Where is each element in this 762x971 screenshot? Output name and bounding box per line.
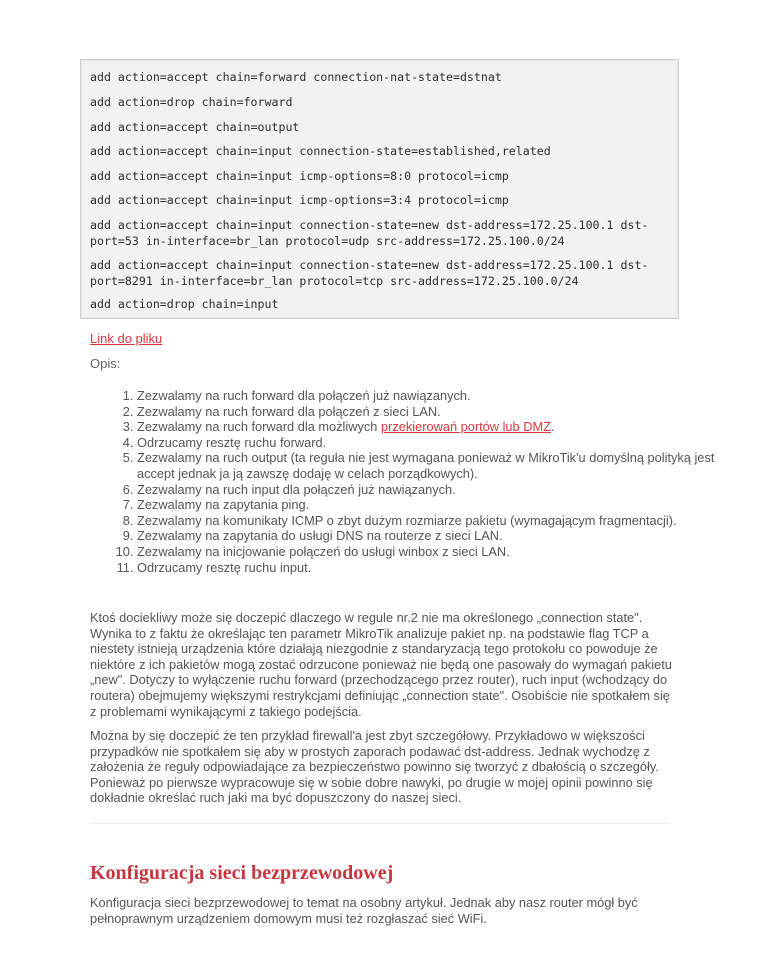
- list-item-tail: .: [550, 419, 555, 435]
- list-item: 11. Odrzucamy resztę ruchu input.: [137, 560, 722, 576]
- file-link[interactable]: Link do pliku: [90, 331, 163, 346]
- code-line: add action=drop chain=input: [90, 297, 279, 311]
- code-line: add action=drop chain=forward: [90, 95, 293, 109]
- rules-description-list: [90, 388, 722, 575]
- paragraph: Konfiguracja sieci bezprzewodowej to temat na osobny artykuł. Jednak aby nasz router mógł być pełnoprawnym urządzeniem domowym musi też rozgłaszać sieć WiFi.: [90, 895, 638, 926]
- list-item: 5. Zezwalamy na ruch output (ta reguła nie jest wymagana ponieważ w MikroTik'u domyślną polityką jest accept jednak ja ją zawszę dodaję w celach porządkowych).: [137, 450, 722, 481]
- description-label: Opis:: [90, 356, 121, 371]
- port-forwarding-link[interactable]: przekierowań portów lub DMZ: [380, 419, 551, 435]
- code-line: add action=accept chain=input icmp-options=8:0 protocol=icmp: [90, 169, 509, 183]
- code-block: [80, 59, 679, 319]
- section-divider: [90, 823, 670, 824]
- section-heading: Konfiguracja sieci bezprzewodowej: [90, 862, 394, 884]
- list-item-text: Zezwalamy na ruch forward dla możliwych: [137, 419, 378, 435]
- paragraph: Można by się doczepić że ten przykład firewall'a jest zbyt szczegółowy. Przykładowo w większości przypadków nie spotkałem się aby w prostych zaporach podawać dst-address. Jednak wychodzę z założenia że reguły odpowiadające za bezpieczeństwo powinno się tworzyć z dbałością o szczegóły. Ponieważ po pierwsze wypracowuje się w sobie dobre nawyki, po drugie w mojej opinii powinno się dokładnie określać ruch jaki ma być dopuszczony do naszej sieci.: [90, 728, 659, 806]
- code-line: add action=accept chain=input connection-state=new dst-address=172.25.100.1 dst-port=53 in-interface=br_lan protocol=udp src-address=172.25.100.0/24: [90, 218, 649, 248]
- code-line: add action=accept chain=input connection-state=established,related: [90, 144, 551, 158]
- list-item: 10. Zezwalamy na inicjowanie połączeń do usługi winbox z sieci LAN.: [137, 544, 722, 560]
- list-item: 2. Zezwalamy na ruch forward dla połączeń z sieci LAN.: [137, 404, 722, 420]
- code-line: add action=accept chain=input connection-state=new dst-address=172.25.100.1 dst-port=8291 in-interface=br_lan protocol=tcp src-address=172.25.100.0/24: [90, 258, 649, 288]
- paragraph: Ktoś dociekliwy może się doczepić dlaczego w regule nr.2 nie ma określonego „connection state". Wynika to z faktu że określając ten parametr MikroTik analizuje pakiet np. na podstawie flag TCP a niestety istnieją urządzenia które działają niezgodnie z standaryzacją tego protokołu co powoduje że niektóre z ich pakietów mogą zostać odrzucone ponieważ nie będą one pasowały do wymagań pakietu „new". Dotyczy to wyłączenie ruchu forward (przechodzącego przez router), ruch input (wchodzący do routera) obejmujemy większymi restrykcjami definiując „connection state". Osobiście nie spotkałem się z problemami wynikającymi z takiego podejścia.: [90, 610, 672, 719]
- code-line: add action=accept chain=input icmp-options=3:4 protocol=icmp: [90, 193, 509, 207]
- code-line: add action=accept chain=output: [90, 120, 300, 134]
- list-item: 9. Zezwalamy na zapytania do usługi DNS na routerze z sieci LAN.: [137, 528, 722, 544]
- list-item: 8. Zezwalamy na komunikaty ICMP o zbyt dużym rozmiarze pakietu (wymagającym fragmentacji).: [137, 513, 722, 529]
- list-item: 1. Zezwalamy na ruch forward dla połączeń już nawiązanych.: [137, 388, 722, 404]
- list-item: [137, 419, 722, 435]
- list-item: 6. Zezwalamy na ruch input dla połączeń już nawiązanych.: [137, 482, 722, 498]
- code-line: add action=accept chain=forward connection-nat-state=dstnat: [90, 70, 502, 84]
- list-item: 4. Odrzucamy resztę ruchu forward.: [137, 435, 722, 451]
- list-item: 7. Zezwalamy na zapytania ping.: [137, 497, 722, 513]
